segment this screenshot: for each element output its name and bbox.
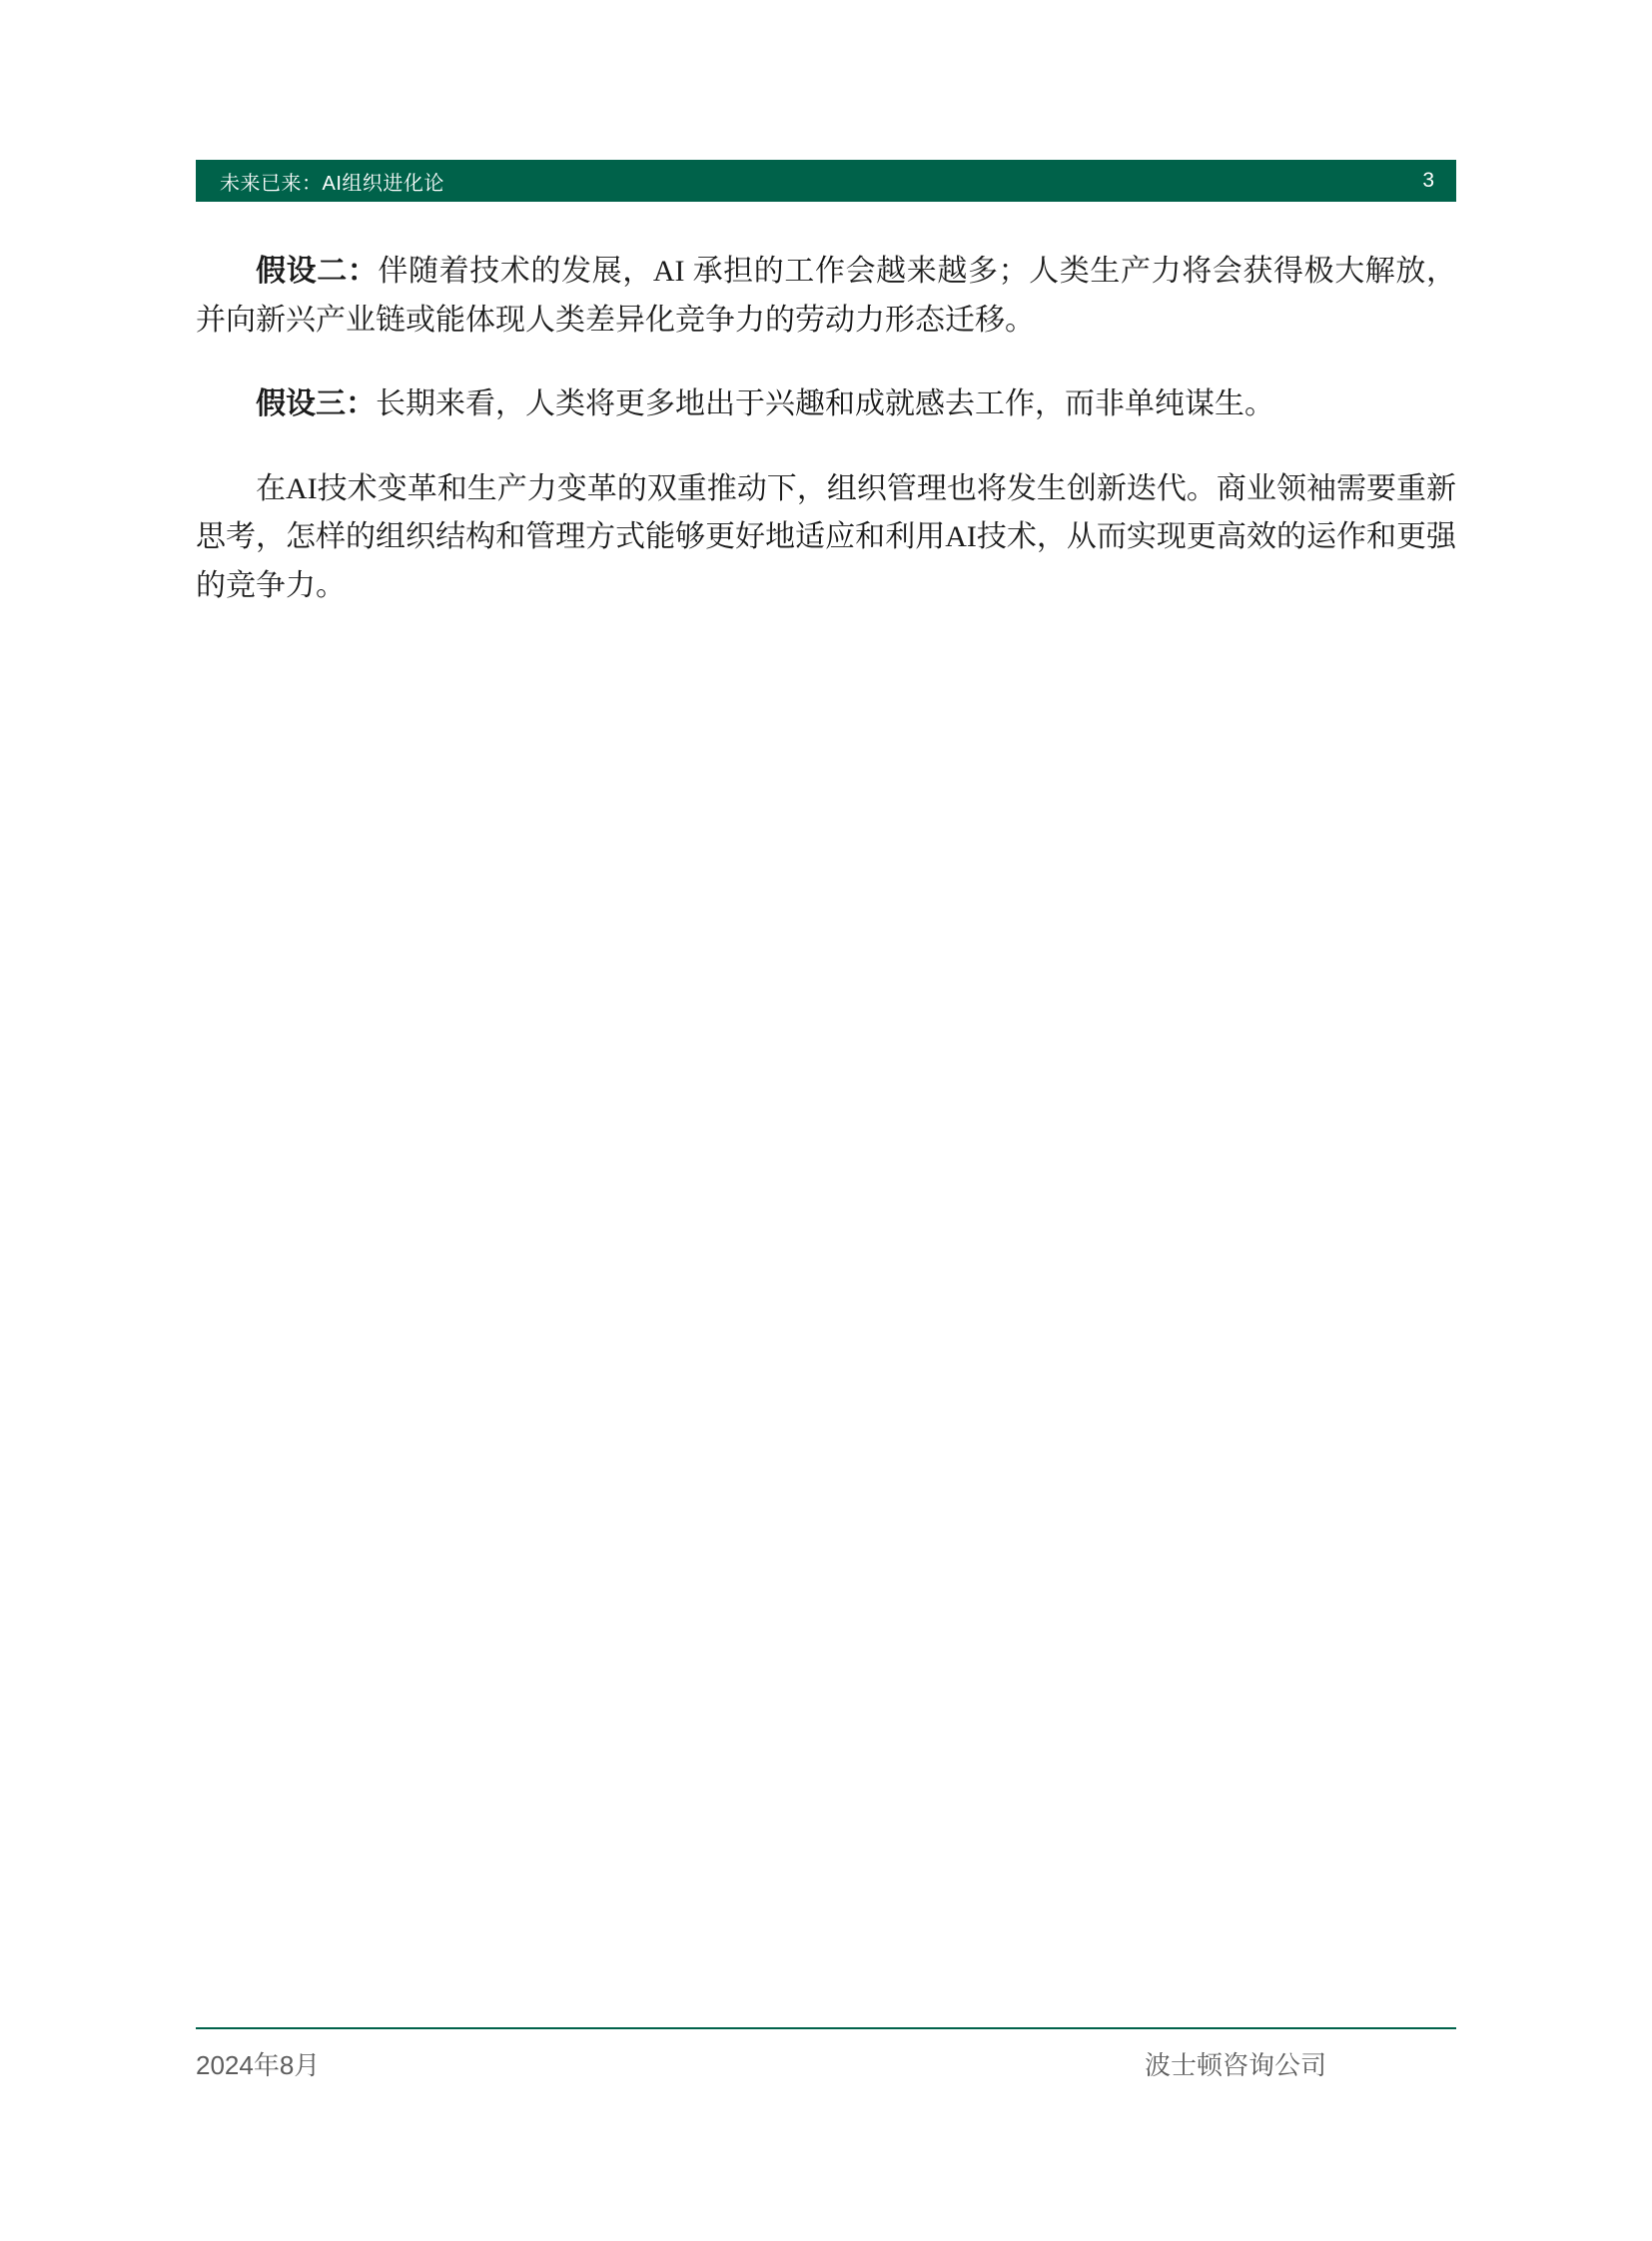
page-footer	[196, 2045, 1456, 2082]
paragraph-text: 伴随着技术的发展，AI 承担的工作会越来越多；人类生产力将会获得极大解放，并向新兴产业链或能体现人类差异化竞争力的劳动力形态迁移。	[196, 255, 1456, 337]
paragraph-text: 长期来看，人类将更多地出于兴趣和成就感去工作，而非单纯谋生。	[376, 387, 1274, 421]
page-header-bar	[196, 160, 1456, 202]
paragraph-closing	[196, 465, 1456, 611]
paragraph-assumption-three	[196, 380, 1456, 429]
document-body	[196, 248, 1456, 611]
header-title: 未来已来：AI组织进化论	[220, 172, 444, 195]
paragraph-text: 在AI技术变革和生产力变革的双重推动下，组织管理也将发生创新迭代。商业领袖需要重新思考，怎样的组织结构和管理方式能够更好地适应和利用AI技术，从而实现更高效的运作和更强的竞争力。	[196, 471, 1456, 602]
footer-date: 2024年8月	[196, 2050, 321, 2080]
footer-publisher: 波士顿咨询公司	[1144, 2050, 1326, 2080]
paragraph-lead-label: 假设二：	[256, 255, 379, 288]
paragraph-lead-label: 假设三：	[256, 387, 376, 421]
footer-divider	[196, 2027, 1456, 2029]
paragraph-assumption-two	[196, 248, 1456, 345]
header-page-number: 3	[1422, 169, 1434, 192]
